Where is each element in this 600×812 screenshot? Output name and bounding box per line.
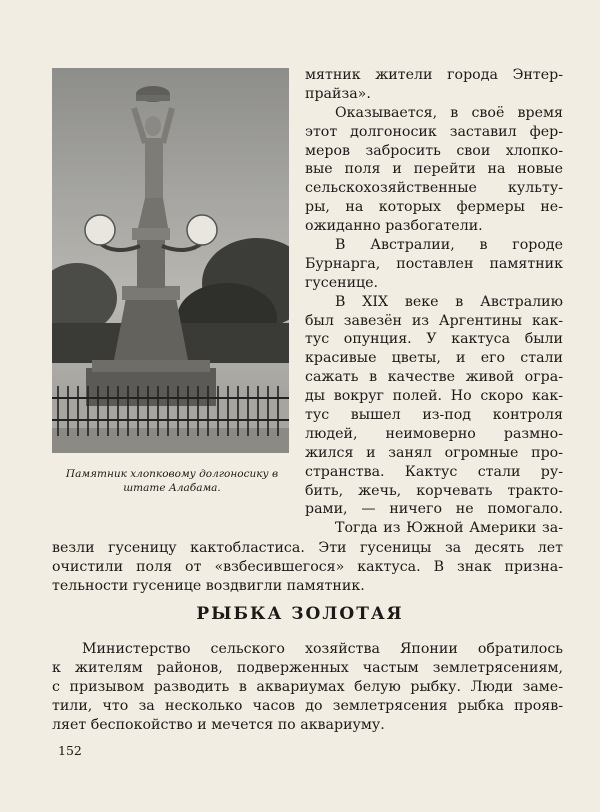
text-line: сельскохозяйственные культу- <box>305 180 563 197</box>
text-line: прайза». <box>305 85 371 102</box>
text-line: сажать в качестве живой огра- <box>305 369 563 386</box>
text-line: был завезён из Аргентины как- <box>305 312 563 329</box>
text-line: В XIX веке в Австралию <box>335 293 563 310</box>
text-line: людей, неимоверно размно- <box>305 425 563 442</box>
text-line: ры, на которых фермеры не- <box>305 199 563 216</box>
text-line: ды вокруг полей. Но скоро как- <box>305 388 563 405</box>
right-column-text <box>305 66 563 538</box>
text-line: бить, жечь, корчевать тракто- <box>305 482 563 499</box>
section-title: РЫБКА ЗОЛОТАЯ <box>196 604 404 624</box>
text-line: Министерство сельского хозяйства Японии обратилось <box>82 641 563 657</box>
continuation-paragraph <box>52 539 563 596</box>
text-line: Оказывается, в своё время <box>335 104 563 121</box>
text-line: очистили поля от «взбесившегося» кактуса. В знак призна- <box>52 558 563 575</box>
text-line: с призывом разводить в аквариумах белую рыбку. Люди заме- <box>52 678 563 695</box>
text-line: странства. Кактус стали ру- <box>305 463 563 480</box>
text-line: В Австралии, в городе <box>335 237 563 254</box>
page-number: 152 <box>58 743 82 758</box>
caption-line: штате Алабама. <box>123 482 221 494</box>
text-line: тельности гусенице воздвигли памятник. <box>52 577 365 594</box>
text-line: тили, что за несколько часов до землетрясения рыбка прояв- <box>52 697 563 714</box>
text-line: Тогда из Южной Америки за- <box>335 520 563 537</box>
section-paragraph <box>52 640 563 734</box>
text-line: ожиданно разбогатели. <box>305 218 483 235</box>
text-line: мятник жители города Энтер- <box>305 67 563 83</box>
text-line: везли гусеницу кактобластиса. Эти гусеницы за десять лет <box>52 540 563 556</box>
text-line: ляет беспокойство и мечется по аквариуму. <box>52 716 385 733</box>
caption-line: Памятник хлопковому долгоносику в <box>65 468 279 480</box>
figure-caption <box>52 467 292 495</box>
text-line: вые поля и перейти на новые <box>305 161 563 178</box>
text-line: тус опунция. У кактуса были <box>305 331 563 348</box>
text-line: этот долгоносик заставил фер- <box>305 123 563 140</box>
text-line: гусенице. <box>305 274 379 291</box>
text-line: рами, — ничего не помогало. <box>305 501 563 518</box>
text-line: к жителям районов, подверженных частым землетрясениям, <box>52 659 563 676</box>
text-line: тус вышел из-под контроля <box>305 407 563 424</box>
text-line: жился и занял огромные про- <box>305 444 563 461</box>
text-line: Бурнарга, поставлен памятник <box>305 255 563 272</box>
boll-weevil-monument-image <box>52 68 289 453</box>
monument-photo <box>52 68 289 453</box>
text-line: красивые цветы, и его стали <box>305 350 563 367</box>
text-line: меров забросить свои хлопко- <box>305 142 563 159</box>
